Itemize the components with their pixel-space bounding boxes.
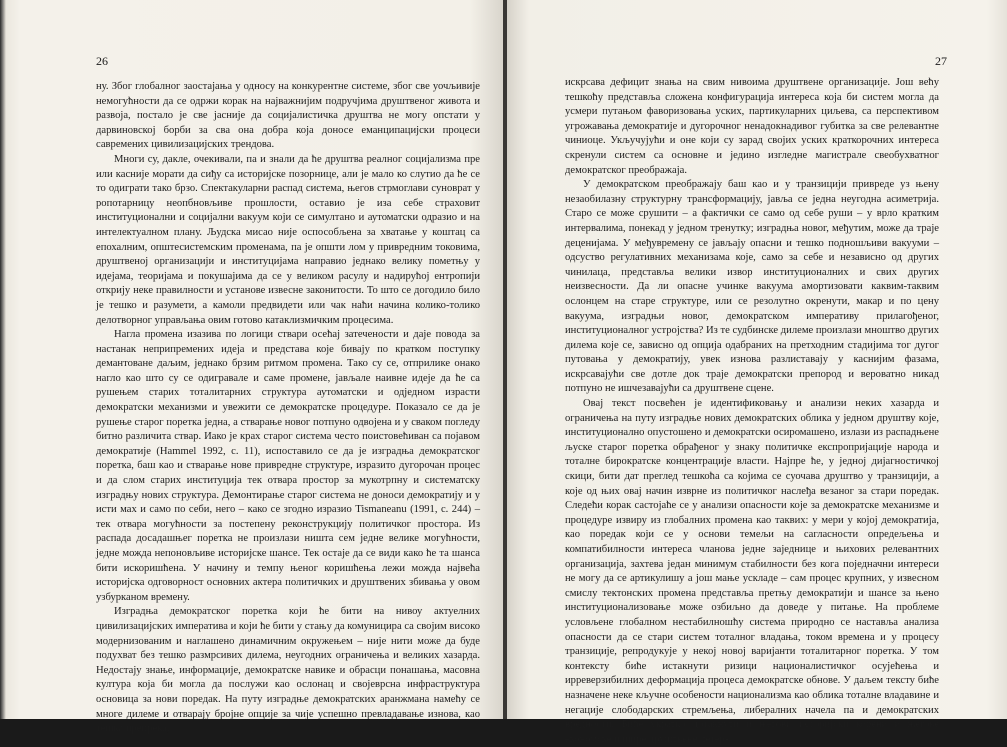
paragraph: Овај текст посвећен је идентификовању и анализи неких хазарда и ограничења на путу изградње нових демократских облика у једном друштву које, институционално опустошено и демократски осиромашено, излази из распадњене љуске старог поретка обрађеног у знаку политичке експропријације народа и тоталне бирократске концентрације власти. Најпре ће, у једној дијагностичкој скици, бити дат преглед тешкоћа са којима се суочава друштво у транзицији, а које од њих овај начин изврне из политичког наслеђа везаног за стари поредак. Следећи корак састојаће се у анализи опасности које за демократске механизме и процедуре извиру из глобалних промена као таквих: у мери у којој демократија, као поредак који се у основи темељи на сагласности опредељења и компатибилности интереса чланова једне заједнице и њихових релевантних организација, захтева један минимум стабилности без кога поједначни интереси не могу да се артикулишу а још мање ускладе – сам процес крупних, у извесном смислу тектонских промена представља претњу демократији и шансе за њено институционализовање може озбиљно да доведе у питање. На проблеме условљене глобалном нестабилношћу система природно се наставља анализа опасности да се стари систем тоталног владања, током времена и у процесу транзиције, репродукује у некој новој варијанти тоталитарног поретка. У том контексту биће истакнути ризици националистичког осујећења и ирреверзибилних деформација процеса демократске обнове. У даљем тексту биће назначене неке кључне особености национализма као облика тоталне владавине и негације слободарских стремљења, либералних начела па и демократских вредности. Биће укратко дотакнути и његови историјски корени и његове економске и шире друштвене детер- (565, 398, 939, 745)
page-number: 26 (96, 54, 108, 68)
left-page (0, 0, 503, 735)
paragraph: ну. Због глобалног заостајања у односу на конкурентне системе, због све уочљивије немогућности да се одржи корак на најважнијим подручјима друштвеног живота и развоја, постало је све јасније да социјалистичка друштва не могу опстати у дарвиновској борби за сва она добра која доносе еманципацијски процеси савремених цивилизацијских трендова. (96, 81, 480, 151)
paragraph: У демократском преображају баш као и у транзицији привреде уз њену незаобилазну структурну трансформацију, јавља се једна неугодна асиметрија. Старо се може срушити – а фактички се само од себе руши – у врло кратким интервалима, понекад у једном тренутку; изградња новог, међутим, може да траје деценијама. У међувремену се јављају опасни и тешко подношљиви вакууми – одсуство регулативних механизама које, само за себе и независно од других чинилаца, представља велики извор институционалних и свих других неизвесности. Да ли опасне учинке вакуума амортизовати каквим-таквим ослонцем на старе структуре, или се резолутно окренути, макар и по цену вакуума, изградњи новог, демократском императиву прилагођеног, институционалног устројства? Из те судбинске дилеме произлази мноштво других дилема које се, зависно од опција одабраних на претходним стадијима тог дугог путовања у демократију, увек изнова разлиставају у каснијим фазама, искрсавајући све дотле док траје демократски препород и вероватно никад потпуно не ишчезавајући са друштвене сцене. (565, 179, 939, 395)
paragraph: Нагла промена изазива по логици ствари осећај затечености и даје повода за настанак неприпремених идеја и представа које бивају по кратком поступку демантоване даљим, једнако брзим ритмом промена. Тако су се, отприлике онако нагло као што су се одигравале и саме промене, јављале наивне идеје да ће са рушењем старих тоталитарних структура аутоматски и одједном израсти демократски механизми и увежити се демократске процедуре. Показало се да је рушење старог поретка једна, а стварање новог потпуно одвојена и у сваком погледу битно различита ствар. Иако је крах старог система често поистовећиван са појавом демократије (Hammel 1992, с. 11), испоставило се да је изградња демократског поретка, баш као и стварање нове привредне структуре, изразито дугорочан процес и да слом старих институција тек отвара простор за мукотрпну и систематску изградњу нових структура. Демонтирање старог система не доноси демократију и у исти мах и само по себи, него – како се згодно изразио Tismaneanu (1991, с. 244) – тек отвара могућности за постепену реконструкцију политичког простора. Из распада досадашњег поретка не произлази ништа сем једне велике могућности, једне можда непоновљиве историјске шансе. Тек остаје да се види како ће та шанса бити искоришћена. У начину и темпу њеног коришћења лежи можда највећа историјска одговорност основних актера политичких и друштвених збивања у овом узбурканом времену. (96, 329, 480, 603)
right-page-text (565, 76, 939, 747)
right-page (507, 0, 1007, 745)
left-page-text (96, 80, 480, 737)
paragraph: искрсава дефицит знања на свим нивоима друштвене организације. Још већу тешкоћу представља сложена конфигурација интереса која би систем могла да усмери путањом фаворизовања уских, партикуларних циљева, са перспективом угрожавања демократије и дугорочног ненадокнадивог губитка за све релевантне чиниоце. Укључујући и оне који су зарад својих уских краткорочних интереса скренули систем са основне и једино изгледне магистрале свеобухватног демократског преображаја. (565, 77, 939, 176)
paragraph: Многи су, дакле, очекивали, па и знали да ће друштва реалног социјализма пре или касније морати да сиђу са историјске позорнице, али је мало ко слутио да ће се то одиграти тако брзо. Спектакуларни распад система, његов стрмоглави суноврат у ропотарницу неопбновљиве прошлости, оставио је иза себе страховит институционални и социјални вакуум који се симултано и аутоматски одразио и на интелектуалном плану. Људска мисао није оспособљена за хватање у коштац са епохалним, општесистемским променама, па је општи лом у привредним токовима, друштвеној организацији и институцијама направио једнако велику пометњу у идејама, теоријама и покушајима да се у великом расулу и надирућој ентропији открију неке правилности и установе извесне законитости. То што се догодило било је тешко и разумети, а камоли предвидети или чак наћи начина колико-толико делотворног управљања овим готово катаклизмичким процесима. (96, 153, 480, 326)
page-number: 27 (935, 54, 947, 68)
paragraph: Изградња демократског поретка који ће бити на нивоу актуелних цивилизацијских императива и који ће бити у стању да комуницира са својим високо модернизованим и наглашено динамичним окружењем – није нити може да буде подухват без тешко размрсивих дилема, неугодних ограничења и великих хазарда. Недостају знање, информације, демократске навике и обрасци понашања, масовна култура која би могла да послужи као ослонац и својеврсна инфраструктура основица за нови поредак. На путу изградње демократских аранжмана намећу се многе дилеме и отварају бројне опције за чије успешно превладавање изнова, као тешка препрека, (96, 606, 480, 735)
